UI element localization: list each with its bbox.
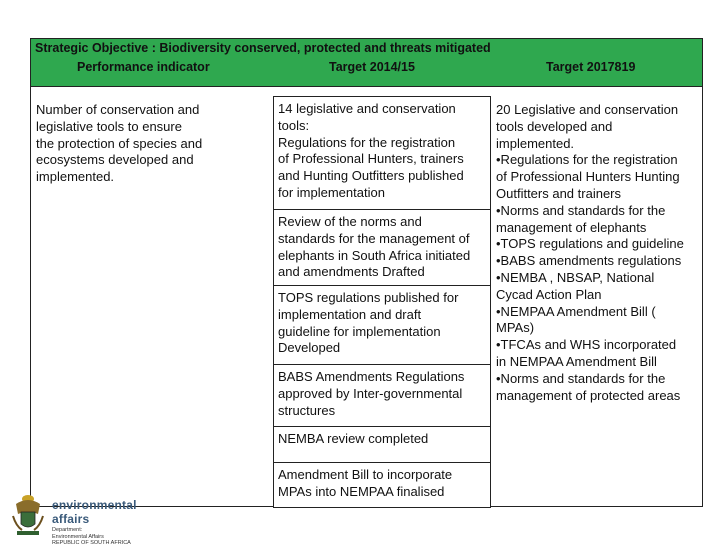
col-header-target-2017-19: Target 2017819 bbox=[546, 60, 636, 74]
target-2014-15-item: Review of the norms and standards for the management of elephants in South Africa initiated and amendments Drafted bbox=[273, 209, 491, 289]
environmental-affairs-logo bbox=[8, 492, 158, 546]
target-2014-15-item: Amendment Bill to incorporate MPAs into NEMPAA finalised bbox=[273, 462, 491, 508]
indicator-cell: Number of conservation and legislative tools to ensure the protection of species and ecosystems developed and implemented. bbox=[36, 102, 203, 185]
target-2014-15-item: BABS Amendments Regulations approved by Inter-governmental structures bbox=[273, 364, 491, 430]
objective-table bbox=[30, 38, 703, 507]
col-header-indicator: Performance indicator bbox=[77, 60, 210, 74]
target-2017-19-cell: 20 Legislative and conservation tools developed and implemented. •Regulations for the registration of Professional Hunters Hunting Outfitters and trainers •Norms and standards for the management of elephants •TOPS regulations and guideline •BABS amendments regulations •NEMBA , NBSAP, National Cycad Action Plan •NEMPAA Amendment Bill ( MPAs) •TFCAs and WHS incorporated in NEMPAA Amendment Bill •Norms and standards for the management of protected areas bbox=[496, 102, 684, 403]
logo-subtext: Department: Environmental Affairs REPUBLIC OF SOUTH AFRICA bbox=[52, 527, 131, 546]
strategic-objective: Strategic Objective : Biodiversity conserved, protected and threats mitigated bbox=[35, 41, 491, 55]
target-2014-15-item: 14 legislative and conservation tools: Regulations for the registration of Professional Hunters, trainers and Hunting Outfitters published for implementation bbox=[273, 96, 491, 214]
table-header bbox=[31, 39, 702, 87]
logo-brand-text: environmental affairs bbox=[52, 498, 137, 526]
coat-of-arms-icon bbox=[8, 492, 48, 538]
target-2014-15-item: TOPS regulations published for implementation and draft guideline for implementation Developed bbox=[273, 285, 491, 365]
col-header-target-2014-15: Target 2014/15 bbox=[329, 60, 415, 74]
target-2014-15-item: NEMBA review completed bbox=[273, 426, 491, 464]
